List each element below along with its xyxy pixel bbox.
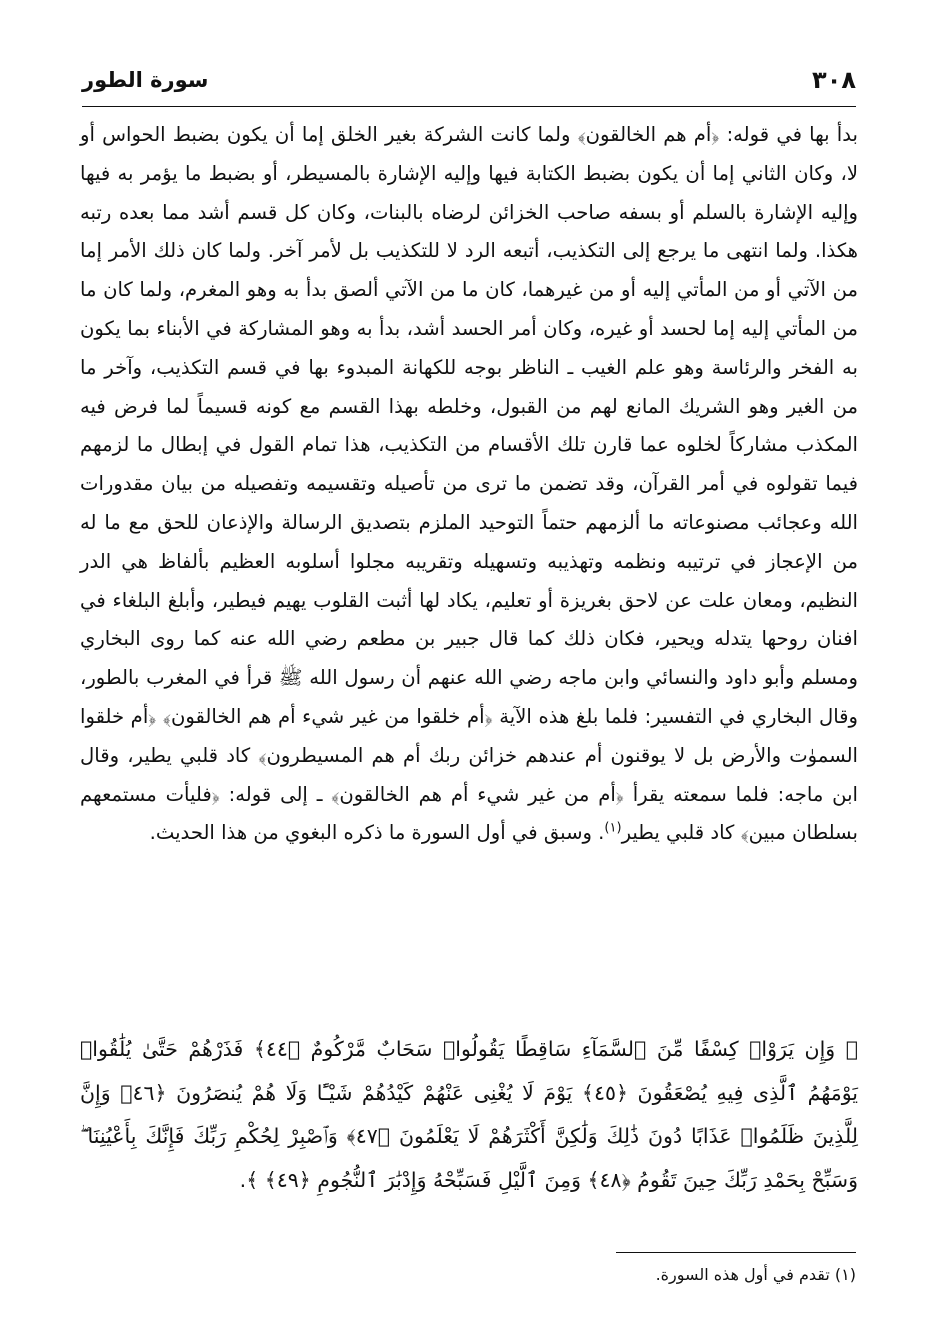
footnote xyxy=(80,1262,856,1288)
footnote-marker: (١) xyxy=(604,820,622,836)
paragraph-end: . وسبق في أول السورة ما ذكره البغوي من هذا الحديث. xyxy=(149,821,605,845)
quran-verses-block xyxy=(80,1028,858,1202)
body-paragraph xyxy=(80,116,858,853)
page-number: ٣٠٨ xyxy=(812,66,856,94)
footnote-text: (١) تقدم في أول هذه السورة. xyxy=(655,1265,856,1284)
page-header xyxy=(82,66,856,102)
running-title: سورة الطور xyxy=(82,68,209,92)
footnote-divider xyxy=(616,1252,856,1253)
main-text xyxy=(80,116,858,853)
quran-verses: ﴿ وَإِن يَرَوْا۟ كِسْفًا مِّنَ ٱلسَّمَآءِ سَاقِطًا يَقُولُوا۟ سَحَابٌ مَّرْكُومٌ ﴿٤٤﴾ فَذَرْهُمْ حَتَّىٰ يُلَٰقُوا۟ يَوْمَهُمُ ٱلَّذِى فِيهِ يُصْعَقُونَ ﴿٤٥﴾ يَوْمَ لَا يُغْنِى عَنْهُمْ كَيْدُهُمْ شَيْـًٔا وَلَا هُمْ يُنصَرُونَ ﴿٤٦﴾ وَإِنَّ لِلَّذِينَ ظَلَمُوا۟ عَذَابًا دُونَ ذَٰلِكَ وَلَٰكِنَّ أَكْثَرَهُمْ لَا يَعْلَمُونَ ﴿٤٧﴾ وَٱصْبِرْ لِحُكْمِ رَبِّكَ فَإِنَّكَ بِأَعْيُنِنَا ۖ وَسَبِّحْ بِحَمْدِ رَبِّكَ حِينَ تَقُومُ ﴿٤٨﴾ وَمِنَ ٱلَّيْلِ فَسَبِّحْهُ وَإِدْبَٰرَ ٱلنُّجُومِ ﴿٤٩﴾ ﴾. xyxy=(80,1037,859,1192)
paragraph-text: بدأ بها في قوله: ﴿أم هم الخالقون﴾ ولما كانت الشركة بغير الخلق إما أن يكون بضبط الحواس أو لا، وكان الثاني إما أن يكون بضبط الكتابة فيها وإليه الإشارة بالمسيطر، أو بضبط ما يؤمر به فيها وإليه الإشارة بالسلم أو بسفه صاحب الخزائن لرضاه بالبنات، وكان كل قسم أشد مما بعده رتبه هكذا. ولما انتهى ما يرجع إلى التكذيب، أتبعه الرد لا للتكذيب بل لأمر آخر. ولما كان ذلك الأمر إما من الآتي أو من المأتي إليه أو من غيرهما، كان ما من الآتي ألصق بدأ به وهو المغرم، ولما كان ما من المأتي إليه إما لحسد أو غيره، وكان أمر الحسد أشد، بدأ به وهو المشاركة في الأبناء بما يكون به الفخر والرئاسة وهو علم الغيب ـ الناظر بوجه للكهانة المبدوء بها في قسم التكذيب، وآخر ما من الغير وهو الشريك المانع لهم من القبول، وخلطه بهذا القسم مع كونه قسيماً لما فرض فيه المكذب مشاركاً لخلوه عما قارن تلك الأقسام من التكذيب، هذا تمام القول في إبطال ما لزمهم فيما تقولوه في أمر القرآن، وقد تضمن ما ترى من تأصيله وتقسيمه وتفصيله من بيان مقدورات الله وعجائب مصنوعاته ما ألزمهم حتماً التوحيد الملزم بتصديق الرسالة والإذعان للحق مع ما له من الإعجاز في ترتيبه ونظمه وتهذيبه وتسهيله وتقريبه مجلوا أسلوبه العظيم بألفاظ هي الدر النظيم، ومعان علت عن لاحق بغريزة أو تعليم، يكاد لها أثبت القلوب يهيم فيطير، وأبلغ البلغاء في افنان روحها يتدله ويحير، فكان ذلك كما قال جبير بن مطعم رضي الله عنه كما روى البخاري ومسلم وأبو داود والنسائي وابن ماجه رضي الله عنهم أن رسول الله ﷺ قرأ في المغرب بالطور، وقال البخاري في التفسير: فلما بلغ هذه الآية ﴿أم خلقوا من غير شيء أم هم الخالقون﴾ ﴿أم خلقوا السموٰت والأرض بل لا يوقنون أم عندهم خزائن ربك أم هم المسيطرون﴾ كاد قلبي يطير، وقال ابن ماجه: فلما سمعته يقرأ ﴿أم من غير شيء أم هم الخالقون﴾ ـ إلى قوله: ﴿فليأت مستمعهم بسلطان مبين﴾ كاد قلبي يطير xyxy=(80,123,858,845)
header-divider xyxy=(82,106,856,107)
